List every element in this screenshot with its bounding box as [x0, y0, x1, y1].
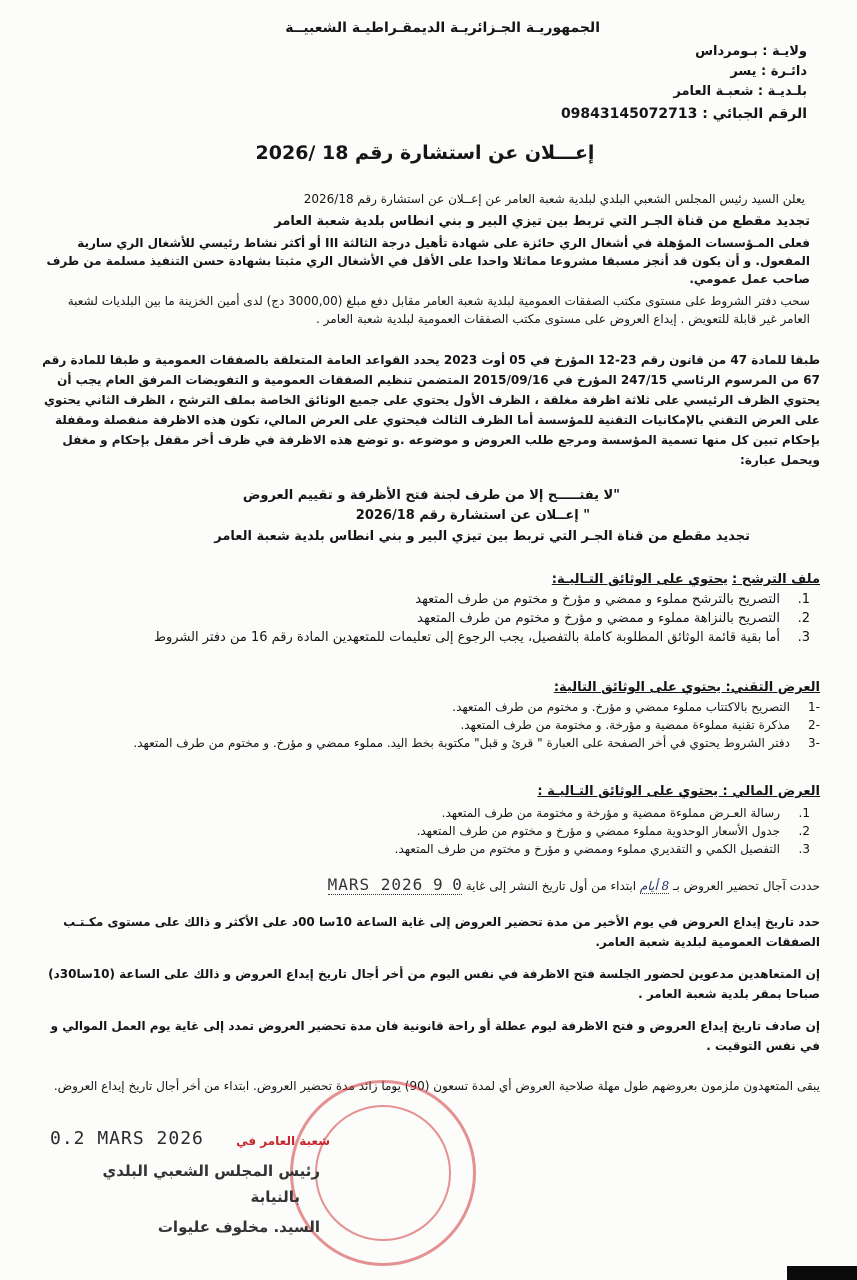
list-item: 2. جدول الأسعار الوحدوية مملوء ممضي و مؤرخ و مختوم من طرف المتعهد. [416, 824, 810, 838]
signature-place: شعبة العامر في [236, 1134, 330, 1148]
candidacy-heading-sub: يحتوي على الوثائق التـاليـة: [551, 572, 728, 587]
deadline-prefix: حددت آجال تحضير العروض بـ [672, 879, 820, 893]
financial-list [200, 804, 810, 858]
daira-line: دائـرة : يسر [730, 64, 807, 79]
dark-corner [787, 1266, 857, 1280]
intro-line-3: فعلى المـؤسسات المؤهلة في أشغال الري حائزة على شهادة تأهيل درجة الثالثة III أو أكثر نشاط رئيسي للأشغال الري سارية المفعول. و أن يكون قد أنجز مسبقا مشروعا مماثلا واحدا على الأقل في الأشغال الري مثبتا بشهادة حسن التنفيذ مسلمة من طرف صاحب عمل عمومي. [46, 236, 810, 286]
intro-line-1: يعلن السيد رئيس المجلس الشعبي البلدي لبلدية شعبة العامر عن إعــلان عن استشارة رقم 2026/18 [303, 192, 805, 206]
list-item: -2 مذكرة تقنية مملوءة ممضية و مؤرخة. و مختومة من طرف المتعهد. [460, 718, 820, 732]
candidacy-heading [300, 570, 820, 589]
deposit-paragraph: حدد تاريخ إيداع العروض في يوم الأخير من مدة تحضير العروض إلى غاية الساعة 10سا 00د على الأكثر و ذالك على مستوى مكـتـب الصفقات العمومية لبلدية شعبة العامر. [63, 915, 820, 949]
tax-id-value: 09843145072713 [560, 106, 698, 122]
envelope-line-3: تجديد مقطع من قناة الجـر التي تربط بين تيزي البير و بني انطاس بلدية شعبة العامر [214, 529, 750, 544]
opening-paragraph: إن المتعاهدين مدعوين لحضور الجلسة فتح الاظرفة في نفس اليوم من أخر أجال تاريخ إيداع العروض و ذالك على الساعة (10سا30د) صباحا بمقر بلدية شعبة العامر . [48, 967, 820, 1001]
technical-heading: العرض التقني: يحتوي على الوثائق التالية: [553, 680, 820, 695]
financial-heading: العرض المالي : يحتوي على الوثائق التـاليـة : [537, 784, 820, 799]
list-item: 2. التصريح بالنزاهة مملوء و ممضي و مؤرخ و مختوم من طرف المتعهد [417, 611, 810, 626]
candidacy-heading-title: ملف الترشح : [732, 572, 820, 587]
envelope-line-2: " إعــلان عن استشارة رقم 2026/18 [355, 508, 590, 523]
deadline-date: 0 9 MARS 2026 [327, 875, 462, 894]
signature-block [40, 1128, 330, 1258]
list-item: -1 التصريح بالاكتتاب مملوء ممضي و مؤرخ. و مختوم من طرف المتعهد. [452, 700, 820, 714]
tax-id-label: الرقم الجبائي : [702, 106, 807, 122]
legal-paragraph: طبقا للمادة 47 من قانون رقم 23-12 المؤرخ في 05 أوت 2023 يحدد القواعد العامة المتعلقة بالصفقات العمومية و طبقا للمادة رقم 67 من المرسوم الرئاسي 247/15 المؤرخ في 2015/09/16 المتضمن تنظيم الصفقات العمومية و التفويضات المرفق العام يجب أن يحتوي الظرف الرئيسي على ثلاثة اظرفة مغلقة ، الظرف الأول يحتوي على جميع الوثائق الخاصة بملف الترشح ، الظرف الثاني يحتوي على العرض التقني بالإمكانيات التقنية للمؤسسة أما الظرف الثالث فيحتوي على العرض المالي، تكون هذه الاظرفة منفصلة ومقفلة بإحكام تبين كل منها تسمية المؤسسة ومرجع طلب العروض و موضوعه .و توضع هذه الاظرفة في ظرف أخر مقفل بإحكام و مغفل ويحمل عبارة: [42, 353, 820, 467]
list-item: 1. رسالة العـرض مملوءة ممضية و مؤرخة و مختومة من طرف المتعهد. [441, 806, 810, 820]
withdraw-paragraph: سحب دفتر الشروط على مستوى مكتب الصفقات العمومية لبلدية شعبة العامر مقابل دفع مبلغ (3000,00 دج) لدى أمين الخزينة ما بين البلديات لشعبة العامر غير قابلة للتعويض . إيداع العروض على مستوى مكتب الصفقات العمومية لبلدية شعبة العامر . [67, 294, 810, 326]
deadline-middle: ابتداء من أول تاريخ النشر إلى غاية [465, 879, 637, 893]
wilaya-line: ولايـة : بـومرداس [695, 44, 807, 59]
page-title: إعـــلان عن استشارة رقم 18 /2026 [255, 142, 595, 164]
candidacy-list [90, 590, 810, 647]
list-item: 3. أما بقية قائمة الوثائق المطلوبة كاملة بالتفصيل، يجب الرجوع إلى تعليمات للمتعهدين المادة رقم 16 من دفتر الشروط [153, 630, 810, 645]
deadline-line [130, 876, 820, 895]
signature-name: السيد. مخلوف عليوات [157, 1218, 320, 1236]
signature-date: 0.2 MARS 2026 [50, 1128, 204, 1149]
envelope-line-1: "لا يفتـــــح إلا من طرف لجنة فتح الأظرفة و تقييم العروض [242, 488, 620, 503]
list-item: 3. التفصيل الكمي و التقديري مملوء وممضي و مؤرخ و مختوم من طرف المتعهد. [394, 842, 810, 856]
commune-line: بلـديـة : شعبـة العامر [673, 84, 807, 99]
intro-line-2: تجديد مقطع من قناة الجـر التي تربط بين تيزي البير و بني انطاس بلدية شعبة العامر [274, 214, 810, 229]
republic-header: الجمهوريـة الجـزائريـة الديمقـراطيـة الشعبيــة [285, 20, 600, 36]
holiday-paragraph: إن صادف تاريخ إيداع العروض و فتح الاظرفة ليوم عطلة أو راحة قانونية فان مدة تحضير العروض تمدد إلى غاية يوم العمل الموالي و في نفس التوقيت . [50, 1019, 820, 1053]
validity-paragraph: يبقى المتعهدون ملزمون بعروضهم طول مهلة صلاحية العروض أي لمدة تسعون (90) يوما زائد مدة تحضير العروض. ابتداء من أخر أجال تاريخ إيداع العروض. [53, 1079, 820, 1093]
list-item: -3 دفتر الشروط يحتوي في أخر الصفحة على العبارة " قرئ و قبل" مكتوبة بخط اليد. مملوء ممضي و مؤرخ. و مختوم من طرف المتعهد. [133, 736, 820, 750]
list-item: 1. التصريح بالترشح مملوء و ممضي و مؤرخ و مختوم من طرف المتعهد [415, 592, 810, 607]
deadline-days: 8 أيام [639, 879, 670, 893]
signature-deputy: بالنيابة [250, 1188, 300, 1206]
technical-list [60, 698, 820, 752]
signature-title: رئيس المجلس الشعبي البلدي [102, 1162, 320, 1180]
tax-id-line [487, 104, 807, 124]
